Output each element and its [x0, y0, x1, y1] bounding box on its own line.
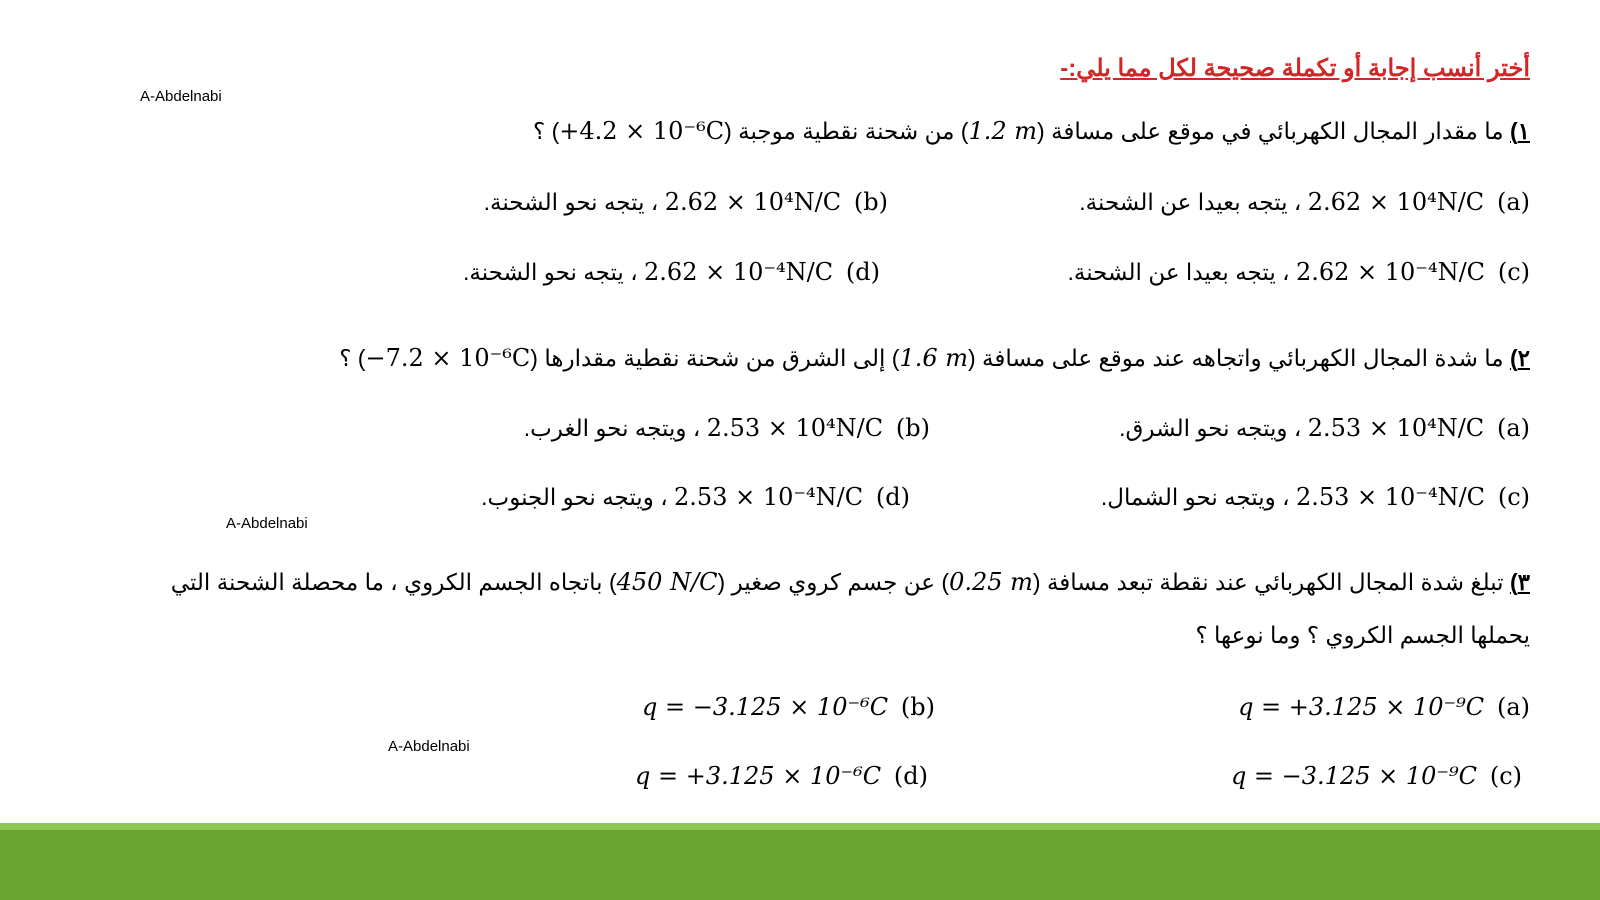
option-3c[interactable] — [1231, 762, 1522, 790]
option-label: (a) — [1496, 188, 1530, 216]
charge-value: +4.2 × 10⁻⁶C — [559, 117, 725, 145]
option-text: ، يتجه بعيدا عن الشحنة. — [1079, 189, 1302, 215]
option-label: (b) — [900, 693, 935, 721]
option-text: ، ويتجه نحو الشرق. — [1119, 415, 1302, 441]
option-text: ، ويتجه نحو الشمال. — [1100, 484, 1290, 510]
distance-value: 1.6 m — [899, 344, 968, 372]
option-value: q = +3.125 × 10⁻⁶C — [635, 762, 882, 790]
option-label: (a) — [1496, 414, 1530, 442]
option-2a[interactable] — [1119, 414, 1530, 442]
question-3 — [171, 568, 1530, 596]
option-1a[interactable] — [1079, 188, 1530, 216]
question-text: ) من شحنة نقطية موجبة ( — [724, 118, 969, 144]
page-title: أختر أنسب إجابة أو تكملة صحيحة لكل مما يلي:- — [1060, 55, 1530, 82]
option-text: ، يتجه نحو الشحنة. — [462, 259, 638, 285]
distance-value: 0.25 m — [949, 568, 1033, 596]
option-text: ، ويتجه نحو الجنوب. — [481, 484, 668, 510]
option-value: 2.53 × 10⁴N/C — [706, 414, 884, 442]
question-text: ) ؟ — [339, 345, 366, 371]
question-3-line-2: يحملها الجسم الكروي ؟ وما نوعها ؟ — [1195, 622, 1530, 648]
option-label: (d) — [875, 483, 910, 511]
question-2 — [339, 344, 1530, 372]
option-label: (c) — [1497, 483, 1530, 511]
question-text: ) عن جسم كروي صغير ( — [717, 569, 950, 595]
question-text: ما شدة المجال الكهربائي واتجاهه عند موقع على مسافة ( — [967, 345, 1504, 371]
option-2d[interactable] — [481, 483, 910, 511]
option-text: ، يتجه نحو الشحنة. — [483, 189, 659, 215]
distance-value: 1.2 m — [968, 117, 1038, 145]
question-text: ما مقدار المجال الكهربائي في موقع على مسافة ( — [1037, 118, 1504, 144]
option-value: 2.62 × 10⁻⁴N/C — [644, 258, 834, 286]
question-1 — [533, 117, 1530, 145]
option-1d[interactable] — [463, 258, 880, 286]
option-value: 2.62 × 10⁴N/C — [1307, 188, 1485, 216]
option-3b[interactable] — [642, 693, 935, 721]
footer-accent-line — [0, 823, 1600, 830]
option-value: q = −3.125 × 10⁻⁹C — [1230, 762, 1478, 790]
question-number: ٢) — [1509, 345, 1530, 371]
watermark-bottom: A-Abdelnabi — [388, 738, 470, 755]
option-1b[interactable] — [484, 188, 888, 216]
option-2b[interactable] — [524, 414, 930, 442]
option-value: 2.53 × 10⁻⁴N/C — [674, 483, 864, 511]
question-text: ) ؟ — [532, 118, 560, 144]
option-value: 2.62 × 10⁻⁴N/C — [1295, 258, 1486, 286]
question-number: ٣) — [1509, 569, 1530, 595]
watermark-middle: A-Abdelnabi — [226, 515, 308, 532]
option-value: 2.53 × 10⁴N/C — [1307, 414, 1485, 442]
option-value: q = −3.125 × 10⁻⁶C — [642, 693, 889, 721]
option-text: ، يتجه بعيدا عن الشحنة. — [1067, 259, 1290, 285]
question-number: ١) — [1509, 118, 1530, 144]
option-3a[interactable] — [1238, 693, 1530, 721]
option-2c[interactable] — [1101, 483, 1530, 511]
option-label: (c) — [1489, 762, 1522, 790]
option-label: (d) — [845, 258, 880, 286]
charge-value: −7.2 × 10⁻⁶C — [365, 344, 531, 372]
option-text: ، ويتجه نحو الغرب. — [523, 415, 701, 441]
field-value: 450 N/C — [616, 568, 718, 596]
watermark-top: A-Abdelnabi — [140, 88, 222, 105]
footer-bar — [0, 830, 1600, 900]
question-text: ) باتجاه الجسم الكروي ، ما محصلة الشحنة التي — [170, 569, 617, 595]
question-text: تبلغ شدة المجال الكهربائي عند نقطة تبعد مسافة ( — [1032, 569, 1504, 595]
option-1c[interactable] — [1068, 258, 1531, 286]
option-label: (b) — [895, 414, 930, 442]
option-value: q = +3.125 × 10⁻⁹C — [1238, 693, 1485, 721]
option-label: (d) — [893, 762, 928, 790]
option-label: (b) — [853, 188, 888, 216]
option-label: (c) — [1497, 258, 1530, 286]
option-value: 2.53 × 10⁻⁴N/C — [1295, 483, 1486, 511]
option-value: 2.62 × 10⁴N/C — [664, 188, 842, 216]
question-text: ) إلى الشرق من شحنة نقطية مقدارها ( — [530, 345, 900, 371]
option-label: (a) — [1496, 693, 1530, 721]
option-3d[interactable] — [635, 762, 928, 790]
